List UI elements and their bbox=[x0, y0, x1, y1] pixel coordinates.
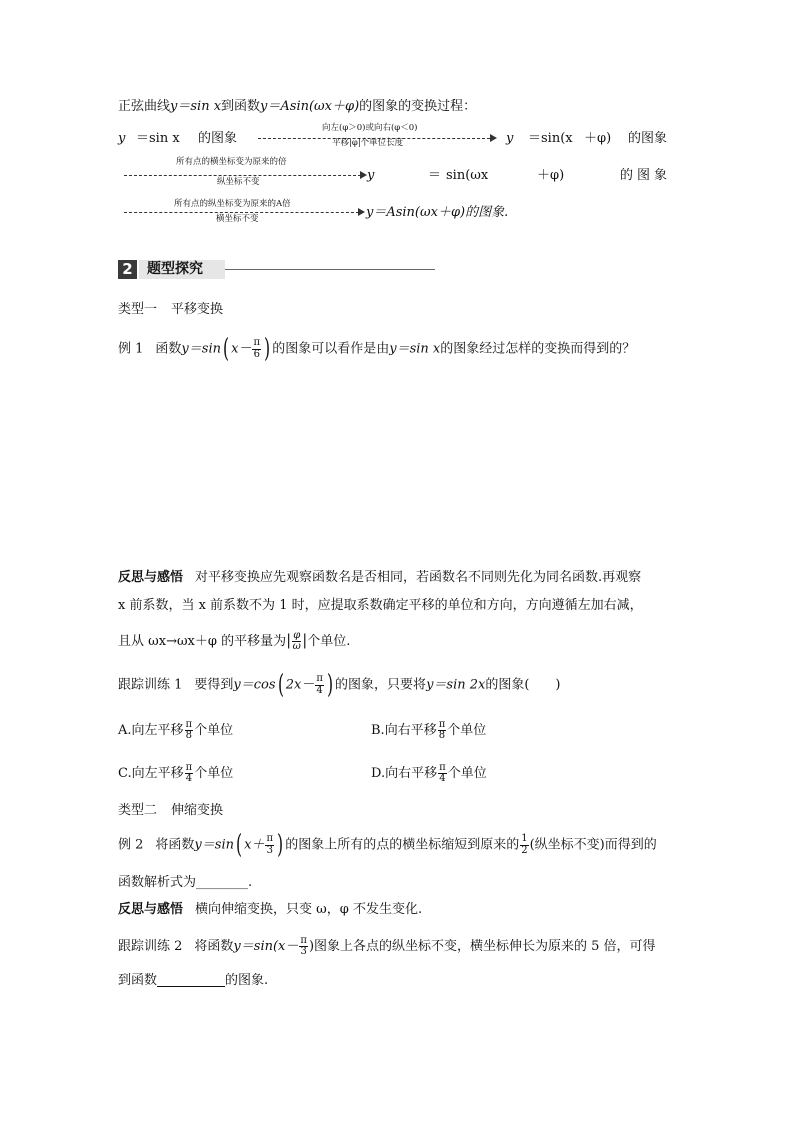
section-number-badge: 2 bbox=[118, 260, 137, 279]
practice1-text-mid: 的图象，只要将 bbox=[335, 677, 427, 693]
reflection2 bbox=[118, 903, 422, 916]
row1-arrow-top: 向左(φ＞0)或向右(φ＜0) bbox=[322, 123, 418, 133]
example1-fraction bbox=[252, 338, 261, 360]
option-text: 向右平移 bbox=[385, 766, 438, 781]
practice1-text-post: 的图象( ) bbox=[485, 677, 561, 693]
frac-denominator: 3 bbox=[266, 844, 273, 856]
example2-text: 将函数 bbox=[155, 837, 195, 853]
option-text-post: 个单位 bbox=[194, 766, 234, 781]
row1-arrowhead bbox=[490, 134, 497, 142]
example2-line2: 函数解析式为________. bbox=[118, 875, 253, 890]
frac-denominator: ω bbox=[292, 641, 301, 652]
option-d[interactable] bbox=[371, 761, 487, 787]
practice2-label: 跟踪训练 2 bbox=[118, 939, 183, 954]
row2-end-plus: ＋φ) bbox=[537, 168, 565, 183]
left-paren: ( bbox=[236, 830, 243, 860]
row2-arrow-top: 所有点的横坐标变为原来的倍 bbox=[176, 157, 287, 167]
practice1-fraction bbox=[315, 674, 324, 696]
intro-post: 的图象的变换过程： bbox=[359, 99, 477, 114]
row2-end-y: y bbox=[367, 168, 375, 183]
option-text-post: 个单位 bbox=[447, 723, 487, 738]
option-fraction bbox=[438, 720, 447, 742]
frac-numerator: φ bbox=[293, 629, 301, 641]
example2-fraction2 bbox=[520, 834, 528, 856]
option-text: 向右平移 bbox=[384, 723, 437, 738]
frac-numerator: π bbox=[300, 934, 307, 946]
row1-end-plus: ＋φ) bbox=[584, 131, 612, 146]
practice2-line2 bbox=[118, 974, 268, 987]
option-fraction bbox=[185, 763, 194, 785]
reflection1-label: 反思与感悟 bbox=[118, 570, 184, 585]
reflection1-line3: 且从 ωx→ωx＋φ 的平移量为| $\frac{\varphi}{\omega}$ |个单位. bbox=[118, 629, 351, 652]
row3-arrow-bottom: 横坐标不变 bbox=[216, 214, 259, 224]
example2-text-post: (纵坐标不变)而得到的 bbox=[529, 837, 657, 853]
option-b[interactable] bbox=[371, 718, 486, 744]
example1 bbox=[118, 336, 635, 363]
row2-arrowhead bbox=[360, 171, 367, 179]
reflection1-line1 bbox=[118, 571, 641, 584]
frac-numerator: 1 bbox=[521, 833, 528, 844]
row2-end-sin: sin(ωx bbox=[446, 168, 489, 183]
example2-eq: y＝sin bbox=[194, 837, 234, 853]
row2-end-suffix: 的图象 bbox=[620, 168, 672, 183]
frac-numerator: π bbox=[253, 337, 261, 348]
intro-text: 正弦曲线 bbox=[118, 99, 171, 114]
type1-heading bbox=[118, 303, 223, 316]
frac-denominator: 4 bbox=[439, 773, 446, 784]
intro-mid: 到函数 bbox=[221, 99, 261, 114]
frac-denominator: 8 bbox=[185, 730, 193, 741]
option-fraction bbox=[438, 763, 447, 785]
right-paren: ) bbox=[264, 334, 271, 364]
example1-text-post: 的图象可以看作是由 bbox=[272, 341, 390, 357]
reflection1-fraction bbox=[292, 631, 301, 653]
row1-start-suffix: 的图象 bbox=[198, 131, 238, 146]
transform-intro bbox=[118, 100, 476, 113]
row1-end-y: y bbox=[506, 131, 514, 146]
frac-denominator: 6 bbox=[253, 348, 260, 360]
left-paren: ( bbox=[223, 334, 230, 364]
reflection1-text1: 对平移变换应先观察函数名是否相同，若函数名不同则先化为同名函数.再观察 bbox=[195, 570, 642, 585]
answer-blank[interactable] bbox=[157, 974, 225, 987]
frac-denominator: 3 bbox=[300, 946, 307, 957]
frac-numerator: π bbox=[185, 718, 193, 730]
intro-eq2: y＝Asin(ωx＋φ) bbox=[260, 99, 360, 114]
example1-text-end: 的图象经过怎样的变换而得到的？ bbox=[440, 341, 636, 357]
practice2-line2-pre: 到函数 bbox=[118, 973, 158, 988]
row1-end-eq: ＝sin(x bbox=[528, 131, 573, 146]
row3-arrow-top: 所有点的纵坐标变为原来的A倍 bbox=[174, 199, 291, 209]
option-text: 向左平移 bbox=[131, 766, 184, 781]
frac-denominator: 4 bbox=[185, 773, 193, 784]
practice1 bbox=[118, 672, 561, 699]
option-c[interactable] bbox=[118, 761, 233, 787]
type2-label: 类型二 bbox=[118, 803, 158, 818]
example2-eq-x: x＋ bbox=[244, 837, 265, 853]
section-title: 题型探究 bbox=[139, 260, 225, 279]
frac-numerator: π bbox=[316, 673, 323, 684]
example1-eq: y＝sin bbox=[181, 341, 221, 357]
frac-denominator: 8 bbox=[438, 730, 446, 741]
practice1-label: 跟踪训练 1 bbox=[118, 677, 183, 693]
example2-label: 例 2 bbox=[118, 837, 144, 853]
option-text: 向左平移 bbox=[131, 723, 184, 738]
type1-name: 平移变换 bbox=[171, 302, 224, 317]
practice1-eq: y＝cos bbox=[233, 677, 276, 693]
row3-arrow-line bbox=[124, 212, 359, 213]
reflection2-text: 横向伸缩变换，只变 ω，φ 不发生变化. bbox=[195, 902, 423, 917]
practice2-line2-post: 的图象. bbox=[225, 973, 269, 988]
practice1-eq-x: 2x－ bbox=[285, 677, 315, 693]
example1-eq-x: x－ bbox=[231, 341, 252, 357]
row2-end-eq: ＝ bbox=[428, 168, 442, 183]
frac-numerator: π bbox=[185, 761, 193, 773]
row2-arrow-line bbox=[124, 175, 361, 176]
example2-text-mid: 的图象上所有的点的横坐标缩短到原来的 bbox=[285, 837, 520, 853]
type1-label: 类型一 bbox=[118, 302, 158, 317]
reflection2-label: 反思与感悟 bbox=[118, 902, 184, 917]
frac-denominator: 2 bbox=[521, 844, 528, 856]
example1-label: 例 1 bbox=[118, 341, 144, 357]
option-a[interactable] bbox=[118, 718, 233, 744]
reflection1-text3-post: 个单位. bbox=[307, 634, 351, 649]
option-letter: A. bbox=[118, 723, 132, 738]
reflection1-text3: 且从 ωx→ωx＋φ 的平移量为 bbox=[118, 634, 287, 649]
reflection1-line2: x 前系数，当 x 前系数不为 1 时，应提取系数确定平移的单位和方向，方向遵循左加右减， bbox=[118, 598, 643, 613]
practice2-text: 将函数 bbox=[194, 939, 234, 954]
right-paren: ) bbox=[277, 830, 284, 860]
row3-arrowhead bbox=[358, 208, 365, 216]
practice1-text: 要得到 bbox=[194, 677, 234, 693]
frac-numerator: π bbox=[439, 761, 446, 773]
right-paren: ) bbox=[326, 670, 334, 700]
example2 bbox=[118, 832, 657, 859]
frac-numerator: π bbox=[266, 833, 274, 844]
row1-start-eq: ＝sin x bbox=[136, 131, 180, 146]
section-divider bbox=[225, 269, 435, 270]
example1-eq2: y＝sin x bbox=[389, 341, 441, 357]
row1-arrow-bottom: 平移|φ|个单位长度 bbox=[332, 138, 404, 148]
frac-numerator: π bbox=[438, 718, 446, 730]
intro-eq1: y＝sin x bbox=[170, 99, 222, 114]
row1-end-suffix: 的图象 bbox=[628, 131, 668, 146]
left-paren: ( bbox=[277, 670, 284, 700]
row3-end: y＝Asin(ωx＋φ)的图象. bbox=[366, 205, 509, 220]
option-letter: C. bbox=[118, 766, 132, 781]
practice2-eq: y＝sin(x－ bbox=[233, 939, 299, 954]
option-text-post: 个单位 bbox=[447, 766, 487, 781]
practice2 bbox=[118, 934, 656, 960]
example2-fraction bbox=[265, 834, 274, 856]
type2-heading bbox=[118, 804, 223, 817]
example1-text: 函数 bbox=[155, 341, 182, 357]
row1-start-y: y bbox=[118, 131, 126, 146]
row2-arrow-bottom: 纵坐标不变 bbox=[217, 177, 260, 187]
frac-denominator: 4 bbox=[316, 684, 323, 696]
type2-name: 伸缩变换 bbox=[171, 803, 224, 818]
practice2-fraction bbox=[299, 936, 308, 958]
practice1-eq2: y＝sin 2x bbox=[426, 677, 486, 693]
practice2-text-post: )图象上各点的纵坐标不变，横坐标伸长为原来的 5 倍，可得 bbox=[308, 939, 656, 954]
option-fraction bbox=[185, 720, 194, 742]
option-letter: B. bbox=[371, 723, 385, 738]
option-text-post: 个单位 bbox=[194, 723, 234, 738]
option-letter: D. bbox=[371, 766, 386, 781]
